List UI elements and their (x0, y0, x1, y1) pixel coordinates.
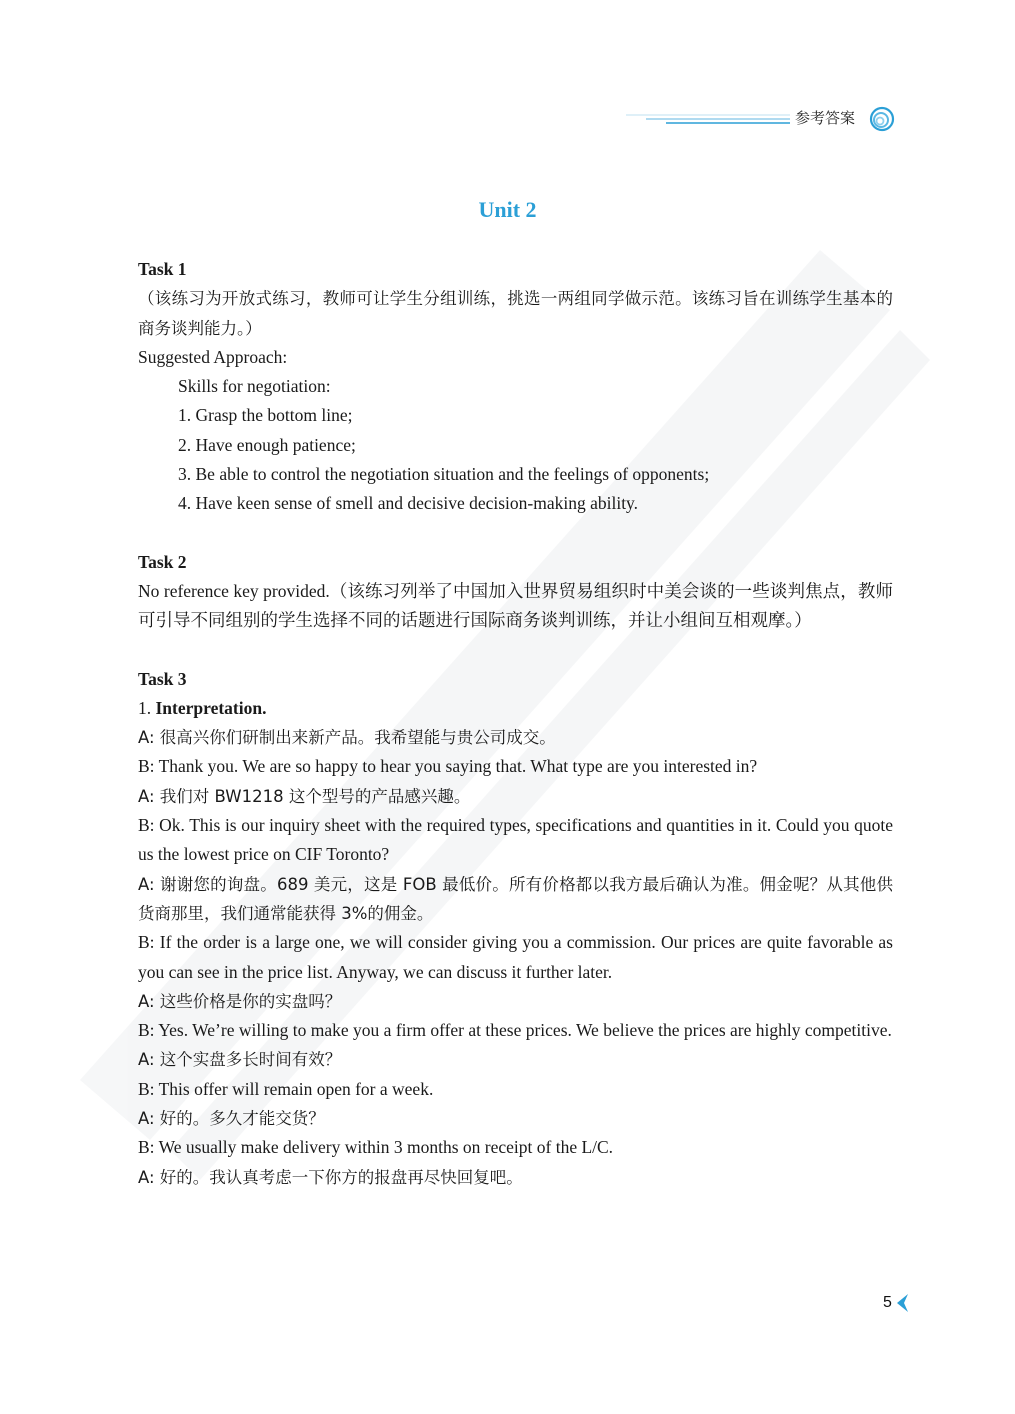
dialogue-line: A: 这个实盘多长时间有效？ (138, 1050, 342, 1070)
task1-approach: Suggested Approach: (138, 346, 288, 367)
task3-subheading (138, 694, 893, 723)
task2-text: No reference key provided.（该练习列举了中国加入世界贸易组织时中美会谈的一些谈判焦点，教师可引导不同组别的学生选择不同的话题进行国际商务谈判训练，并让小组间互相观摩。） (138, 580, 893, 631)
answer-content (138, 255, 893, 1192)
task1-skill-item: 2. Have enough patience; (178, 434, 356, 455)
task3-heading: Task 3 (138, 668, 187, 689)
dialogue-line: B: If the order is a large one, we will consider giving you a commission. Our prices are quite favorable as you can see in the price list. Anyway, we can discuss it further later. (138, 932, 893, 982)
header-title: 参考答案 (795, 109, 856, 127)
task2-heading: Task 2 (138, 551, 187, 572)
dialogue-line: B: This offer will remain open for a week. (138, 1078, 434, 1099)
dialogue-line: B: Ok. This is our inquiry sheet with the required types, specifications and quantities in it. Could you quote us the lowest price on CIF Toronto? (138, 815, 893, 865)
swirl-logo-icon (869, 106, 895, 132)
task3-sub-number: 1. (138, 697, 152, 718)
task3-sub-title: Interpretation. (155, 697, 267, 718)
dialogue-line: A: 好的。多久才能交货？ (138, 1109, 325, 1129)
unit-title: Unit 2 (478, 197, 537, 222)
dialogue-line: B: Yes. We’re willing to make you a firm offer at these prices. We believe the prices are highly competitive. (138, 1020, 892, 1041)
dialogue-line: A: 这些价格是你的实盘吗？ (138, 991, 342, 1011)
task1-skills-title: Skills for negotiation: (178, 376, 331, 397)
dialogue-line: A: 谢谢您的询盘。689 美元，这是 FOB 最低价。所有价格都以我方最后确认为准。佣金呢？从其他供货商那里，我们通常能获得 3%的佣金。 (138, 874, 893, 923)
dialogue-line: B: We usually make delivery within 3 months on receipt of the L/C. (138, 1137, 614, 1158)
header-decor-lines (626, 112, 790, 126)
page-number: 5 (883, 1294, 892, 1311)
dialogue-line: A: 我们对 BW1218 这个型号的产品感兴趣。 (138, 786, 471, 806)
task1-skill-item: 1. Grasp the bottom line; (178, 405, 353, 426)
dialogue-line: A: 好的。我认真考虑一下你方的报盘再尽快回复吧。 (138, 1167, 523, 1187)
task1-heading: Task 1 (138, 259, 187, 279)
page-arrow-icon (895, 1293, 909, 1313)
dialogue-line: A: 很高兴你们研制出来新产品。我希望能与贵公司成交。 (138, 728, 556, 748)
task1-note: （该练习为开放式练习，教师可让学生分组训练，挑选一两组同学做示范。该练习旨在训练学生基本的商务谈判能力。） (138, 289, 893, 338)
task1-skill-item: 4. Have keen sense of smell and decisive decision-making ability. (178, 493, 639, 514)
task1-skill-item: 3. Be able to control the negotiation situation and the feelings of opponents; (178, 464, 710, 485)
dialogue-line: B: Thank you. We are so happy to hear you saying that. What type are you interested in? (138, 756, 758, 777)
